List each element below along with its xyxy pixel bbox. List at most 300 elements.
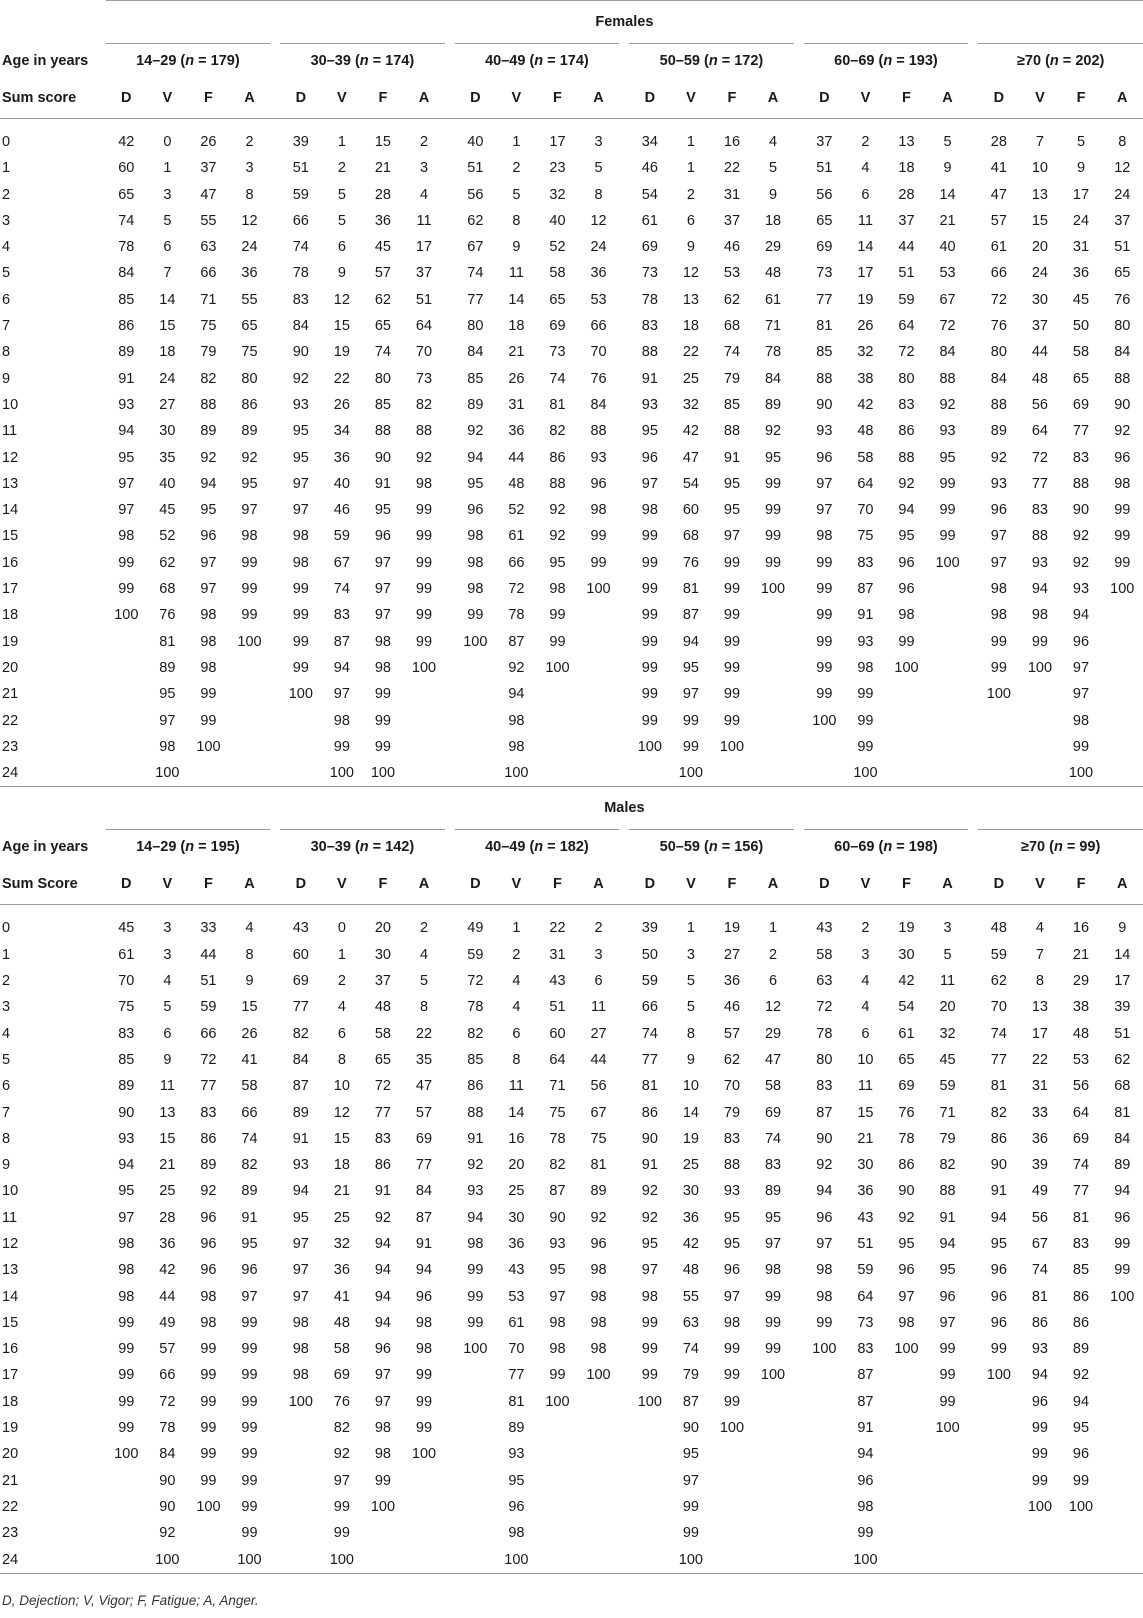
percentile-cell: 90 — [1114, 396, 1131, 413]
percentile-cell: 65 — [241, 318, 258, 335]
percentile-cell: 84 — [764, 370, 782, 387]
percentile-cell — [578, 1468, 619, 1494]
percentile-cell: 82 — [990, 1104, 1007, 1121]
percentile-cell: 99 — [682, 738, 699, 755]
percentile-cell: 98 — [333, 712, 350, 729]
percentile-cell: 92 — [508, 659, 525, 676]
percentile-cell — [280, 1441, 321, 1467]
percentile-cell: 77 — [374, 1104, 391, 1121]
percentile-cell: 56 — [590, 1078, 607, 1095]
percentile-cell: 90 — [159, 1472, 176, 1489]
percentile-cell: 100 — [147, 760, 188, 787]
percentile-cell: 3 — [594, 946, 603, 963]
percentile-cell — [537, 708, 578, 734]
scale-header: V — [147, 864, 188, 905]
percentile-cell: 92 — [241, 449, 258, 466]
percentile-cell — [629, 1468, 670, 1494]
percentile-cell: 96 — [200, 1235, 217, 1252]
scale-header: D — [455, 864, 496, 905]
percentile-cell: 70 — [723, 1078, 741, 1095]
percentile-cell: 96 — [898, 1262, 915, 1279]
sum-score: 22 — [2, 1498, 19, 1515]
percentile-cell: 1 — [768, 920, 778, 937]
sum-score: 23 — [2, 1525, 19, 1542]
sum-score: 2 — [2, 973, 11, 990]
percentile-cell: 18 — [764, 212, 782, 229]
percentile-cell: 2 — [419, 134, 429, 150]
percentile-cell: 87 — [682, 607, 699, 624]
percentile-cell: 99 — [1114, 1262, 1131, 1279]
percentile-cell — [455, 1468, 496, 1494]
table-row — [0, 1021, 1143, 1047]
percentile-cell: 86 — [467, 1078, 484, 1095]
percentile-cell: 12 — [333, 291, 350, 308]
percentile-cell: 94 — [292, 1183, 309, 1200]
table-row — [0, 1468, 1143, 1494]
percentile-cell: 49 — [159, 1314, 176, 1331]
percentile-cell: 19 — [333, 344, 350, 361]
percentile-cell: 21 — [333, 1183, 350, 1200]
percentile-cell: 64 — [1072, 1104, 1090, 1121]
percentile-cell — [1019, 708, 1060, 734]
scale-header: A — [753, 864, 794, 905]
percentile-cell — [229, 734, 270, 760]
percentile-cell: 21 — [939, 212, 956, 229]
percentile-cell: 73 — [857, 1314, 874, 1331]
n-suffix: ) — [234, 839, 240, 856]
percentile-cell: 50 — [641, 946, 658, 963]
percentile-cell: 32 — [857, 344, 874, 361]
percentile-cell: 96 — [898, 581, 915, 598]
percentile-cell: 84 — [939, 344, 956, 361]
percentile-cell: 92 — [1114, 423, 1131, 440]
percentile-cell: 99 — [764, 475, 782, 492]
percentile-cell: 43 — [508, 1262, 525, 1279]
percentile-cell: 97 — [1072, 686, 1090, 703]
percentile-cell: 99 — [118, 581, 135, 598]
percentile-cell: 98 — [816, 1288, 833, 1305]
percentile-cell: 91 — [641, 1157, 658, 1174]
percentile-cell: 97 — [990, 528, 1007, 545]
percentile-cell: 94 — [508, 686, 525, 703]
scale-header: V — [147, 78, 188, 119]
percentile-cell: 99 — [200, 1393, 217, 1410]
percentile-cell: 92 — [641, 1209, 658, 1226]
percentile-cell: 81 — [549, 396, 566, 413]
percentile-cell: 30 — [898, 946, 915, 963]
percentile-cell: 78 — [641, 291, 658, 308]
percentile-cell: 40 — [549, 212, 566, 229]
percentile-cell: 100 — [463, 633, 488, 650]
sum-score: 21 — [2, 1472, 19, 1489]
percentile-cell: 16 — [508, 1130, 525, 1147]
scale-header: V — [321, 78, 362, 119]
percentile-cell: 97 — [374, 607, 391, 624]
percentile-cell: 95 — [467, 475, 484, 492]
percentile-cell: 97 — [374, 554, 391, 571]
percentile-cell: 99 — [292, 659, 309, 676]
percentile-cell: 89 — [467, 396, 484, 413]
percentile-cell: 99 — [641, 1341, 658, 1358]
percentile-cell: 81 — [682, 581, 699, 598]
scale-header: A — [1102, 864, 1143, 905]
percentile-cell: 77 — [1031, 475, 1048, 492]
table-row — [0, 208, 1143, 234]
percentile-cell — [537, 1494, 578, 1520]
percentile-cell: 32 — [549, 186, 566, 203]
percentile-cell — [711, 1494, 752, 1520]
table-row — [0, 576, 1143, 602]
percentile-cell: 66 — [159, 1367, 176, 1384]
percentile-cell: 99 — [374, 686, 391, 703]
age-group-header — [455, 44, 619, 79]
percentile-cell — [578, 734, 619, 760]
percentile-cell: 16 — [1072, 920, 1090, 937]
scale-header: D — [978, 864, 1019, 905]
percentile-cell: 100 — [463, 1341, 488, 1358]
percentile-cell: 30 — [1031, 291, 1048, 308]
percentile-cell — [455, 655, 496, 681]
percentile-cell — [886, 1547, 927, 1574]
percentile-cell: 84 — [590, 396, 607, 413]
scale-header: A — [1102, 78, 1143, 119]
percentile-cell: 99 — [200, 686, 217, 703]
percentile-cell: 94 — [415, 1262, 433, 1279]
percentile-cell: 60 — [118, 160, 135, 177]
percentile-cell: 20 — [1031, 239, 1048, 256]
percentile-cell: 99 — [682, 712, 699, 729]
scale-header: F — [362, 864, 403, 905]
percentile-cell: 48 — [682, 1262, 699, 1279]
percentile-cell: 98 — [200, 1288, 217, 1305]
percentile-cell: 89 — [118, 344, 135, 361]
percentile-cell: 77 — [1072, 1183, 1090, 1200]
percentile-cell: 56 — [1031, 1209, 1048, 1226]
percentile-cell: 23 — [549, 160, 566, 177]
percentile-cell: 49 — [1031, 1183, 1048, 1200]
table-row — [0, 392, 1143, 418]
percentile-cell: 98 — [1072, 712, 1090, 729]
percentile-cell: 78 — [816, 1025, 833, 1042]
percentile-cell: 42 — [857, 396, 874, 413]
table-row — [0, 655, 1143, 681]
percentile-cell: 47 — [415, 1078, 433, 1095]
percentile-cell: 90 — [374, 449, 391, 466]
percentile-cell: 12 — [590, 212, 607, 229]
percentile-cell: 95 — [118, 1183, 135, 1200]
sum-score: 12 — [2, 449, 19, 466]
percentile-cell: 97 — [816, 1235, 833, 1252]
percentile-cell: 5 — [594, 160, 603, 177]
percentile-cell — [537, 1520, 578, 1546]
percentile-cell: 26 — [200, 134, 217, 150]
percentile-cell: 96 — [1072, 1446, 1090, 1463]
percentile-cell: 40 — [467, 134, 484, 150]
percentile-cell: 9 — [245, 973, 254, 990]
percentile-cell: 58 — [333, 1341, 350, 1358]
percentile-cell — [1102, 1415, 1143, 1441]
percentile-cell: 98 — [118, 1235, 135, 1252]
scale-header: D — [455, 78, 496, 119]
percentile-cell: 97 — [682, 1472, 699, 1489]
percentile-cell: 94 — [1031, 1367, 1048, 1384]
percentile-cell: 66 — [590, 318, 607, 335]
percentile-cell: 97 — [816, 502, 833, 519]
table-row — [0, 681, 1143, 707]
percentile-cell: 90 — [292, 344, 309, 361]
percentile-cell: 70 — [857, 502, 874, 519]
percentile-cell: 19 — [723, 920, 741, 937]
percentile-cell — [804, 760, 845, 787]
percentile-cell: 37 — [1031, 318, 1048, 335]
percentile-cell: 93 — [939, 423, 956, 440]
percentile-cell: 3 — [163, 946, 172, 963]
percentile-cell: 8 — [419, 999, 429, 1016]
percentile-cell: 91 — [292, 1130, 309, 1147]
percentile-cell: 2 — [419, 920, 429, 937]
percentile-cell: 98 — [1114, 475, 1131, 492]
percentile-cell — [455, 734, 496, 760]
table-row — [0, 1126, 1143, 1152]
percentile-cell: 99 — [816, 686, 833, 703]
percentile-cell: 84 — [467, 344, 484, 361]
percentile-cell: 92 — [467, 1157, 484, 1174]
percentile-cell: 99 — [641, 581, 658, 598]
percentile-cell — [886, 1441, 927, 1467]
percentile-cell — [804, 734, 845, 760]
percentile-cell: 88 — [1031, 528, 1048, 545]
scale-header: A — [753, 78, 794, 119]
percentile-cell: 2 — [245, 134, 254, 150]
percentile-cell: 89 — [1114, 1157, 1131, 1174]
percentile-cell: 28 — [898, 186, 915, 203]
percentile-cell — [578, 681, 619, 707]
percentile-cell: 93 — [549, 1235, 566, 1252]
percentile-cell: 92 — [200, 449, 217, 466]
percentile-cell: 99 — [590, 528, 607, 545]
percentile-cell: 9 — [768, 186, 778, 203]
percentile-cell: 31 — [1072, 239, 1090, 256]
percentile-cell: 51 — [857, 1235, 874, 1252]
n-suffix: ) — [758, 53, 764, 69]
percentile-cell: 82 — [200, 370, 217, 387]
percentile-cell: 99 — [723, 581, 741, 598]
percentile-cell: 100 — [894, 659, 919, 676]
percentile-cell: 6 — [337, 1025, 346, 1042]
percentile-cell — [280, 1520, 321, 1546]
percentile-cell: 99 — [990, 1341, 1007, 1358]
percentile-cell: 99 — [723, 686, 741, 703]
percentile-cell: 94 — [333, 659, 350, 676]
percentile-cell — [280, 1494, 321, 1520]
percentile-cell: 42 — [682, 423, 699, 440]
percentile-cell: 97 — [333, 686, 350, 703]
percentile-cell: 92 — [549, 528, 566, 545]
percentile-cell: 7 — [1035, 946, 1044, 963]
percentile-cell: 67 — [333, 554, 350, 571]
percentile-cell: 26 — [241, 1025, 258, 1042]
percentile-cell: 14 — [508, 291, 525, 308]
sample-size: 174 — [559, 53, 584, 69]
age-range: ≥70 — [1021, 839, 1046, 856]
percentile-cell — [106, 760, 147, 787]
percentile-cell: 99 — [241, 554, 258, 571]
percentile-cell: 1 — [686, 134, 695, 150]
percentile-cell: 70 — [590, 344, 607, 361]
percentile-cell: 36 — [241, 265, 258, 282]
percentile-cell: 51 — [292, 160, 309, 177]
percentile-cell: 99 — [241, 1472, 258, 1489]
sample-size: 172 — [734, 53, 759, 69]
percentile-cell: 99 — [723, 712, 741, 729]
percentile-cell: 40 — [333, 475, 350, 492]
percentile-cell — [927, 1547, 968, 1574]
percentile-cell: 65 — [118, 186, 135, 203]
percentile-cell: 67 — [467, 239, 484, 256]
percentile-cell: 44 — [200, 946, 217, 963]
percentile-cell: 58 — [857, 449, 874, 466]
percentile-cell: 92 — [990, 449, 1007, 466]
n-prefix: (n = — [525, 53, 560, 69]
percentile-cell: 89 — [200, 423, 217, 440]
percentile-cell: 98 — [898, 1314, 915, 1331]
scale-header-row — [0, 864, 1143, 905]
percentile-cell: 82 — [415, 396, 433, 413]
percentile-cell: 98 — [200, 607, 217, 624]
percentile-cell: 30 — [159, 423, 176, 440]
percentile-cell: 74 — [1031, 1262, 1048, 1279]
sum-score: 17 — [2, 1367, 19, 1384]
percentile-cell — [753, 1415, 794, 1441]
percentile-cell: 99 — [723, 1341, 741, 1358]
sum-score: 19 — [2, 633, 19, 650]
percentile-cell: 100 — [496, 760, 537, 787]
percentile-cell: 100 — [986, 1367, 1011, 1384]
sum-score: 8 — [2, 344, 11, 361]
percentile-cell: 98 — [118, 1262, 135, 1279]
percentile-cell — [578, 760, 619, 787]
percentile-cell: 100 — [288, 1393, 313, 1410]
percentile-cell: 4 — [861, 999, 870, 1016]
percentile-cell: 98 — [292, 554, 309, 571]
percentile-cell: 33 — [1031, 1104, 1048, 1121]
percentile-cell: 8 — [512, 1051, 521, 1068]
percentile-cell: 64 — [857, 475, 874, 492]
percentile-cell: 48 — [764, 265, 782, 282]
percentile-cell: 11 — [508, 265, 524, 282]
percentile-cell: 98 — [590, 1314, 607, 1331]
percentile-cell: 96 — [990, 502, 1007, 519]
percentile-cell: 99 — [1114, 554, 1131, 571]
percentile-cell: 5 — [337, 212, 346, 229]
percentile-cell: 92 — [1072, 528, 1090, 545]
percentile-cell: 83 — [764, 1157, 782, 1174]
percentile-cell: 35 — [415, 1051, 433, 1068]
percentile-cell — [537, 1468, 578, 1494]
sum-score: 3 — [2, 999, 11, 1016]
percentile-cell: 96 — [374, 528, 391, 545]
percentile-cell: 91 — [241, 1209, 258, 1226]
percentile-cell: 92 — [292, 370, 309, 387]
percentile-cell: 99 — [292, 607, 309, 624]
percentile-cell: 99 — [939, 1393, 956, 1410]
percentile-cell: 98 — [415, 475, 433, 492]
age-label: Age in years — [2, 839, 89, 856]
sum-score: 4 — [2, 1025, 11, 1042]
percentile-cell: 69 — [764, 1104, 782, 1121]
percentile-cell: 95 — [549, 1262, 566, 1279]
percentile-cell: 97 — [241, 1288, 258, 1305]
percentile-cell: 38 — [1072, 999, 1090, 1016]
percentile-cell: 79 — [682, 1367, 699, 1384]
percentile-cell: 24 — [159, 370, 176, 387]
percentile-cell: 22 — [415, 1025, 433, 1042]
sum-score: 18 — [2, 607, 19, 624]
percentile-cell: 37 — [415, 265, 433, 282]
percentile-cell: 99 — [939, 475, 956, 492]
percentile-cell: 97 — [682, 686, 699, 703]
percentile-cell: 94 — [857, 1446, 874, 1463]
percentile-cell: 99 — [723, 607, 741, 624]
percentile-cell: 77 — [641, 1051, 658, 1068]
scale-header: A — [578, 864, 619, 905]
percentile-cell: 89 — [764, 396, 782, 413]
percentile-cell: 96 — [816, 449, 833, 466]
percentile-cell: 51 — [898, 265, 915, 282]
percentile-cell: 79 — [723, 370, 741, 387]
percentile-cell: 73 — [641, 265, 658, 282]
scale-header: A — [927, 78, 968, 119]
sum-score: 17 — [2, 581, 19, 598]
percentile-cell: 92 — [1072, 1367, 1090, 1384]
sum-score: 22 — [2, 712, 19, 729]
percentile-cell: 74 — [374, 344, 391, 361]
percentile-cell — [804, 1468, 845, 1494]
percentile-cell: 46 — [723, 999, 741, 1016]
percentile-cell — [537, 734, 578, 760]
percentile-cell: 86 — [118, 318, 135, 335]
table-row — [0, 1205, 1143, 1231]
percentile-cell — [188, 1520, 229, 1546]
percentile-cell: 52 — [508, 502, 525, 519]
percentile-cell: 80 — [374, 370, 391, 387]
percentile-cell: 99 — [764, 1314, 782, 1331]
scale-header: F — [711, 78, 752, 119]
percentile-cell: 98 — [374, 659, 391, 676]
percentile-cell: 77 — [990, 1051, 1007, 1068]
percentile-cell: 37 — [723, 212, 741, 229]
percentile-cell — [1102, 602, 1143, 628]
percentile-cell — [578, 629, 619, 655]
percentile-cell: 98 — [641, 1288, 658, 1305]
sum-score: 21 — [2, 686, 19, 703]
percentile-cell: 97 — [200, 581, 217, 598]
percentile-cell: 96 — [467, 502, 484, 519]
percentile-cell — [280, 1468, 321, 1494]
percentile-cell: 61 — [508, 1314, 525, 1331]
percentile-cell: 77 — [200, 1078, 217, 1095]
percentile-cell: 78 — [764, 344, 782, 361]
percentile-cell: 83 — [857, 554, 874, 571]
percentile-cell: 87 — [549, 1183, 566, 1200]
percentile-cell: 84 — [159, 1446, 176, 1463]
percentile-cell: 98 — [292, 528, 309, 545]
percentile-cell: 98 — [467, 554, 484, 571]
percentile-cell: 99 — [241, 1393, 258, 1410]
percentile-cell: 88 — [990, 396, 1007, 413]
percentile-cell: 99 — [415, 502, 433, 519]
percentile-cell: 65 — [549, 291, 566, 308]
